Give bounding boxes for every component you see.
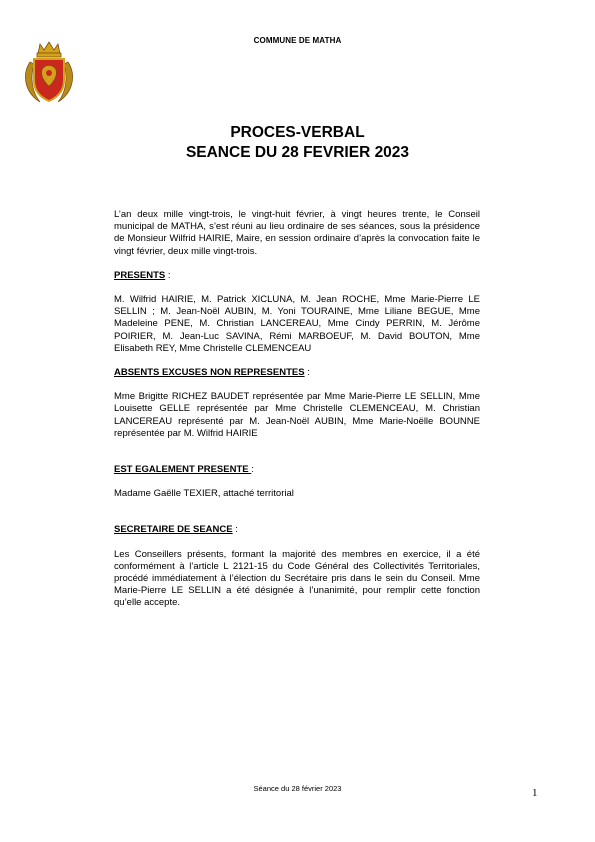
absents-heading-line (114, 367, 480, 379)
intro-paragraph: L’an deux mille vingt-trois, le vingt-huit février, à vingt heures trente, le Conseil municipal de MATHA, s’est réuni au lieu ordinaire de ses séances, sous la présidence de Monsieur Wilfrid HAIRIE, Maire, en session ordinaire d’après la convocation faite le vingt février, deux mille vingt-trois. (114, 209, 480, 257)
egalement-heading: EST EGALEMENT PRESENTE (114, 464, 252, 476)
secretaire-heading: SECRETAIRE DE SEANCE (114, 524, 233, 536)
presents-list: M. Wilfrid HAIRIE, M. Patrick XICLUNA, M. Jean ROCHE, Mme Marie-Pierre LE SELLIN ; M. Jean-Noël AUBIN, M. Yoni TOURAINE, Mme Liliane BEGUE, Mme Madeleine PENE, M. Christian LANCEREAU, Mme Cindy PERRIN, M. Jérôme POIRIER, M. Jean-Luc SAVINA, Rémi MARBOEUF, M. David BOUTON, Mme Elisabeth REY, Mme Christelle CLEMENCEAU (114, 294, 480, 354)
document-body (114, 209, 480, 610)
absents-heading: ABSENTS EXCUSES NON REPRESENTES (114, 367, 305, 379)
secretaire-heading-line (114, 524, 480, 536)
presents-heading-line (114, 270, 480, 282)
presents-heading-suffix: : (165, 269, 171, 281)
title-line-1: PROCES-VERBAL (230, 124, 365, 141)
coat-of-arms-icon (20, 40, 78, 106)
commune-header: COMMUNE DE MATHA (253, 36, 342, 45)
presents-heading: PRESENTS (114, 269, 166, 281)
secretaire-text: Les Conseillers présents, formant la majorité des membres en exercice, il a été conformément à l’article L 2121-15 du Code Général des Collectivités Territoriales, procédé immédiatement à l’élection du Secrétaire pris dans le sein du Conseil. Mme Marie-Pierre LE SELLIN a été désignée à l’unanimité, pour remplir cette fonction qu’elle accepte. (114, 548, 480, 609)
title-line-2: SEANCE DU 28 FEVRIER 2023 (185, 144, 410, 161)
document-title (0, 123, 595, 163)
absents-heading-suffix: : (304, 367, 310, 379)
egalement-heading-suffix: : (251, 464, 254, 476)
egalement-heading-line (114, 464, 480, 476)
absents-list: Mme Brigitte RICHEZ BAUDET représentée par Mme Marie-Pierre LE SELLIN, Mme Louisette GELLE représentée par Mme Christelle CLEMENCEAU, M. Christian LANCEREAU représenté par M. Jean-Noël AUBIN, Mme Marie-Noëlle BOUNNE représentée par M. Wilfrid HAIRIE (114, 391, 480, 439)
egalement-text: Madame Gaëlle TEXIER, attaché territorial (114, 488, 294, 500)
page-footer: Séance du 28 février 2023 (253, 784, 342, 793)
page-number: 1 (532, 787, 538, 799)
secretaire-heading-suffix: : (232, 524, 238, 536)
